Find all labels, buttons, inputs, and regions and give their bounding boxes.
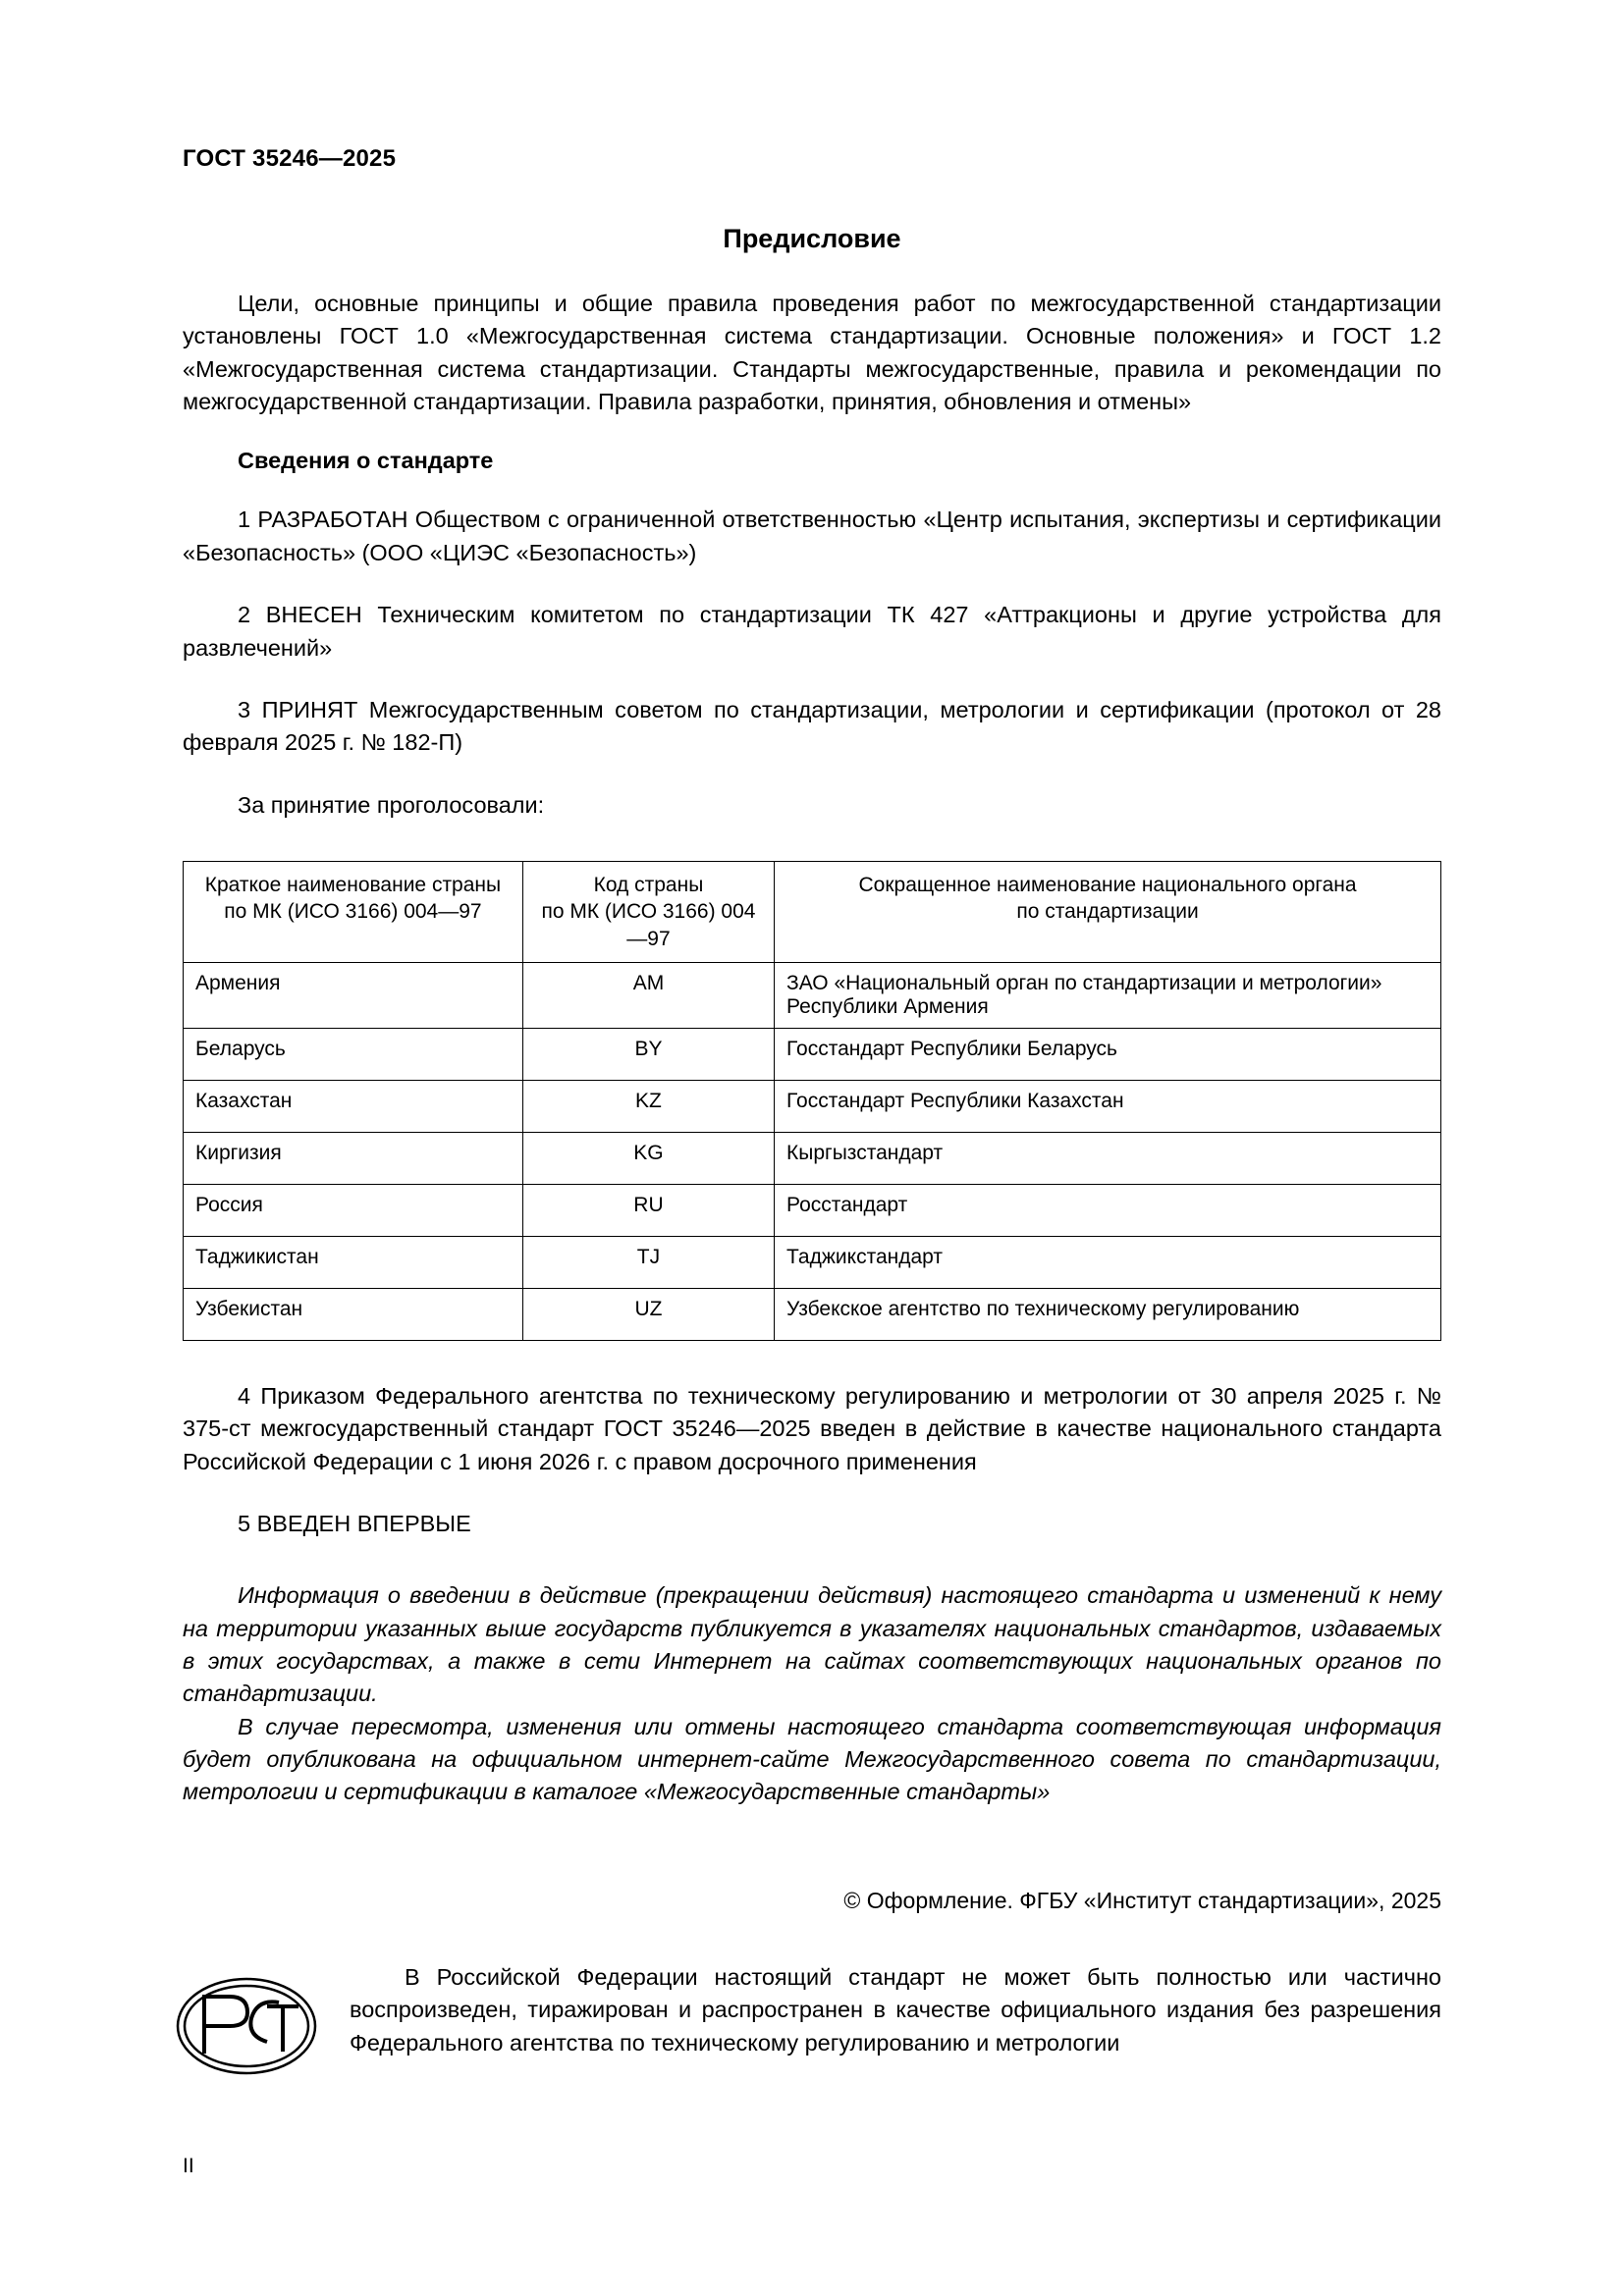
cell-code: RU xyxy=(522,1184,774,1236)
cell-country: Таджикистан xyxy=(184,1236,523,1288)
footer-block xyxy=(183,1961,1441,2109)
standard-number-header: ГОСТ 35246—2025 xyxy=(183,145,397,172)
clause-4-order: 4 Приказом Федерального агентства по техническому регулированию и метрологии от 30 апреля 2025 г. № 375-ст межгосударственный стандарт ГОСТ 35246—2025 введен в действие в качестве национального стандарта Российской Федерации с 1 июня 2026 г. с правом досрочного применения xyxy=(183,1382,1441,1474)
table-header-code: Код страны по МК (ИСО 3166) 004—97 xyxy=(522,861,774,962)
clause-2-submitted-by: 2 ВНЕСЕН Техническим комитетом по стандартизации ТК 427 «Аттракционы и другие устройства для развлечений» xyxy=(183,602,1441,661)
note-paragraph-2: В случае пересмотра, изменения или отмены настоящего стандарта соответствующая информация будет опубликована на официальном интернет-сайте Межгосударственного совета по стандартизации, метрологии и сертификации в каталоге «Межгосударственные стандарты» xyxy=(183,1713,1441,1805)
page-number: II xyxy=(183,2155,194,2177)
table-row xyxy=(184,1236,1441,1288)
cell-country: Киргизия xyxy=(184,1132,523,1184)
cell-code: KZ xyxy=(522,1080,774,1132)
cell-country: Армения xyxy=(184,962,523,1028)
page-content xyxy=(183,145,1441,2109)
cell-code: KG xyxy=(522,1132,774,1184)
cell-code: TJ xyxy=(522,1236,774,1288)
cell-body: Таджикстандарт xyxy=(775,1236,1441,1288)
table-row xyxy=(184,962,1441,1028)
clause-5-first-edition: 5 ВВЕДЕН ВПЕРВЫЕ xyxy=(238,1510,471,1536)
table-row xyxy=(184,1028,1441,1080)
table-body xyxy=(184,962,1441,1340)
table-header xyxy=(184,861,1441,962)
cell-code: AM xyxy=(522,962,774,1028)
cell-country: Беларусь xyxy=(184,1028,523,1080)
table-header-row xyxy=(184,861,1441,962)
table-row xyxy=(184,1288,1441,1340)
table-row xyxy=(184,1132,1441,1184)
voting-countries-table xyxy=(183,861,1441,1341)
table-header-body: Сокращенное наименование национального органа по стандартизации xyxy=(775,861,1441,962)
vote-intro-line: За принятие проголосовали: xyxy=(238,791,545,818)
cell-body: Госстандарт Республики Беларусь xyxy=(775,1028,1441,1080)
footer-note-text: В Российской Федерации настоящий стандарт не может быть полностью или частично воспроизведен, тиражирован и распространен в качестве официального издания без разрешения Федерального агентства по техническому регулированию и метрологии xyxy=(350,1963,1441,2056)
clause-1-developed-by: 1 РАЗРАБОТАН Обществом с ограниченной ответственностью «Центр испытания, экспертизы и сертификации «Безопасность» (ООО «ЦИЭС «Безопасность») xyxy=(183,507,1441,565)
note-paragraph-1: Информация о введении в действие (прекращении действия) настоящего стандарта и изменений к нему на территории указанных выше государств публикуется в указателях национальных стандартов, издаваемых в этих государствах, а также в сети Интернет на сайтах соответствующих национальных органов по стандартизации. xyxy=(183,1582,1441,1707)
cell-body: Узбекское агентство по техническому регулированию xyxy=(775,1288,1441,1340)
cell-body: Госстандарт Республики Казахстан xyxy=(775,1080,1441,1132)
section-heading-standard-info: Сведения о стандарте xyxy=(238,448,494,474)
table-row xyxy=(184,1184,1441,1236)
cell-body: Кыргызстандарт xyxy=(775,1132,1441,1184)
copyright-line: © Оформление. ФГБУ «Институт стандартизации», 2025 xyxy=(843,1887,1441,1913)
clause-3-adopted-by: 3 ПРИНЯТ Межгосударственным советом по стандартизации, метрологии и сертификации (протокол от 28 февраля 2025 г. № 182-П) xyxy=(183,696,1441,756)
page-title: Предисловие xyxy=(723,224,901,253)
table-header-country: Краткое наименование страны по МК (ИСО 3166) 004—97 xyxy=(184,861,523,962)
cell-country: Казахстан xyxy=(184,1080,523,1132)
table-row xyxy=(184,1080,1441,1132)
cell-body: ЗАО «Национальный орган по стандартизации и метрологии» Республики Армения xyxy=(775,962,1441,1028)
cell-country: Россия xyxy=(184,1184,523,1236)
rst-emblem-icon xyxy=(173,1967,320,2085)
intro-paragraph: Цели, основные принципы и общие правила проведения работ по межгосударственной стандартизации установлены ГОСТ 1.0 «Межгосударственная система стандартизации. Основные положения» и ГОСТ 1.2 «Межгосударственная система стандартизации. Стандарты межгосударственные, правила и рекомендации по межгосударственной стандартизации. Правила разработки, принятия, обновления и отмены» xyxy=(183,291,1441,415)
cell-code: UZ xyxy=(522,1288,774,1340)
cell-code: BY xyxy=(522,1028,774,1080)
cell-body: Росстандарт xyxy=(775,1184,1441,1236)
cell-country: Узбекистан xyxy=(184,1288,523,1340)
